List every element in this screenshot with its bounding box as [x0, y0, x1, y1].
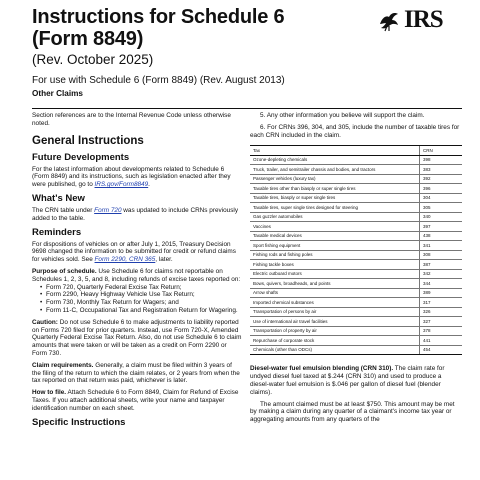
tax-cell: Passenger vehicles (luxury tax) — [250, 174, 420, 184]
crn-table-row — [250, 279, 462, 289]
purpose-list-item: • Form 730, Monthly Tax Return for Wagers; and — [40, 299, 242, 307]
claim-requirements-label: Claim requirements. — [32, 361, 94, 369]
crn-table-row — [250, 288, 462, 298]
crn-cell: 326 — [420, 307, 463, 317]
crn-cell: 344 — [420, 279, 463, 289]
reminders-text — [32, 241, 242, 264]
form-720-link[interactable]: Form 720 — [94, 206, 122, 214]
crn-table-row — [250, 231, 462, 241]
left-column — [32, 112, 242, 431]
irs-logo-text: IRS — [404, 6, 443, 33]
form-2290-crn-365-link[interactable]: Form 2290, CRN 365 — [94, 256, 156, 264]
crn-table-header — [250, 146, 462, 156]
future-developments-text: For the latest information about developments related to Schedule 6 (Form 8849) and its instructions, such as legislation enacted after they were published, go to IRS.gov/Form8849. — [32, 165, 231, 189]
future-developments-body: For the latest information about developments related to Schedule 6 (Form 8849) and its instructions, such as legislation enacted after they were published, go to — [32, 165, 231, 189]
crn-cell: 398 — [420, 155, 463, 165]
tax-cell: Fishing rods and fishing poles — [250, 250, 420, 260]
whats-new-heading: What's New — [32, 192, 85, 204]
crn-cell: 327 — [420, 317, 463, 327]
crn-table-row — [250, 260, 462, 270]
crn-cell: 392 — [420, 174, 463, 184]
for-use-note: For use with Schedule 6 (Form 8849) (Rev. August 2013) — [32, 75, 285, 86]
crn-cell: 383 — [420, 165, 463, 175]
how-to-file-text — [32, 389, 242, 412]
tax-cell: Ozone-depleting chemicals — [250, 155, 420, 165]
whats-new-body-pre: The CRN table under — [32, 206, 95, 214]
tax-cell: Use of international air travel facilities — [250, 317, 420, 327]
tax-cell: Bows, quivers, broadheads, and points — [250, 279, 420, 289]
crn-cell: 304 — [420, 193, 463, 203]
tax-cell: Electric outboard motors — [250, 269, 420, 279]
crn-cell: 397 — [420, 222, 463, 232]
crn-table-row — [250, 184, 462, 194]
general-instructions-heading: General Instructions — [32, 134, 144, 147]
caution-text — [32, 319, 242, 358]
future-developments-heading: Future Developments — [32, 151, 130, 163]
tax-cell: Sport fishing equipment — [250, 241, 420, 251]
crn-cell: 396 — [420, 184, 463, 194]
crn-table-row — [250, 269, 462, 279]
crn-table-row — [250, 212, 462, 222]
crn-cell: 317 — [420, 298, 463, 308]
diesel-blending-text — [250, 365, 462, 396]
tax-cell: Taxable tires other than biasply or super single tires — [250, 184, 420, 194]
tax-cell: Transportation of property by air — [250, 326, 420, 336]
intro-text: Section references are to the Internal Revenue Code unless otherwise noted. — [32, 112, 231, 127]
tax-cell: Taxable tires, super single tires designed for steering — [250, 203, 420, 213]
document-subtitle: Other Claims — [32, 89, 83, 98]
diesel-blending-body: The claim rate for undyed diesel fuel taxed at $.244 (CRN 310) and used to produce a diesel-water fuel emulsion is $.046 per gallon of diesel fuel (blender claims). — [250, 365, 445, 396]
crn-cell: 389 — [420, 288, 463, 298]
crn-cell: 454 — [420, 345, 463, 355]
purpose-of-schedule-text — [32, 268, 242, 284]
how-to-file-label: How to file. — [32, 389, 67, 397]
crn-table-row — [250, 222, 462, 232]
purpose-body: Use Schedule 6 for claims not reportable on Schedules 1, 2, 3, 5, and 8, including refunds of excise taxes reported on: — [32, 267, 241, 283]
tax-column-header: Tax — [250, 146, 420, 156]
crn-column-header: CRN — [420, 146, 463, 156]
crn-table-row — [250, 241, 462, 251]
caution-body: Do not use Schedule 6 to make adjustments to liability reported on Forms 720 filed for prior quarters. Instead, use Form 720-X, Amended Quarterly Federal Excise Tax Return. Also, do not use Schedule 6 to claim amounts that were taken or will be taken as a credit on Form 2290 or Form 730. — [32, 318, 242, 357]
crn-cell: 342 — [420, 269, 463, 279]
crn-table — [250, 145, 462, 355]
crn-cell: 441 — [420, 336, 463, 346]
tax-cell: Arrow shafts — [250, 288, 420, 298]
crn-table-row — [250, 155, 462, 165]
crn-table-row — [250, 174, 462, 184]
reminders-body-post: , later. — [155, 256, 173, 264]
crn-table-row — [250, 317, 462, 327]
eagle-icon — [378, 10, 400, 32]
tax-cell: Imported chemical substances — [250, 298, 420, 308]
right-column — [250, 112, 462, 428]
purpose-list-item: • Form 11-C, Occupational Tax and Registration Return for Wagering. — [40, 307, 242, 315]
list-item-5: 5. Any other information you believe will support the claim. — [260, 112, 425, 119]
document-title-line-2: (Form 8849) — [32, 28, 144, 50]
crn-table-row — [250, 165, 462, 175]
tax-cell: Truck, trailer, and semitrailer chassis and bodies, and tractors — [250, 165, 420, 175]
tax-cell: Gas guzzler automobiles — [250, 212, 420, 222]
crn-cell: 308 — [420, 250, 463, 260]
reminders-heading: Reminders — [32, 226, 82, 238]
crn-table-row — [250, 336, 462, 346]
claim-requirements-text — [32, 362, 242, 385]
crn-table-row — [250, 345, 462, 355]
tax-cell: Taxable tires, biasply or super single tires — [250, 193, 420, 203]
whats-new-text — [32, 207, 242, 223]
crn-table-body — [250, 155, 462, 355]
tax-cell: Taxable medical devices — [250, 231, 420, 241]
crn-table-row — [250, 298, 462, 308]
amount-claimed-text: The amount claimed must be at least $750. This amount may be met by making a claim during any quarter of a claimant's income tax year or aggregating amounts from any quarters of the — [250, 400, 455, 424]
tax-cell: Fishing tackle boxes — [250, 260, 420, 270]
crn-table-row — [250, 250, 462, 260]
tax-cell: Repurchase of corporate stock — [250, 336, 420, 346]
purpose-list — [32, 284, 242, 315]
crn-cell: 378 — [420, 326, 463, 336]
whats-new-body-post: was updated to include CRNs previously added to the table. — [32, 206, 239, 222]
irs-logo — [378, 8, 464, 36]
revision-date: (Rev. October 2025) — [32, 52, 154, 67]
purpose-list-item: • Form 720, Quarterly Federal Excise Tax Return; — [40, 284, 242, 292]
purpose-label: Purpose of schedule. — [32, 267, 97, 275]
specific-instructions-heading: Specific Instructions — [32, 416, 126, 428]
document-title-line-1: Instructions for Schedule 6 — [32, 6, 285, 28]
tax-cell: Transportation of persons by air — [250, 307, 420, 317]
header-divider — [32, 108, 462, 109]
diesel-blending-label: Diesel-water fuel emulsion blending (CRN 310). — [250, 365, 394, 373]
how-to-file-body: Attach Schedule 6 to Form 8849, Claim for Refund of Excise Taxes. If you attach additional sheets, write your name and taxpayer identification number on each sheet. — [32, 389, 239, 412]
purpose-list-item: • Form 2290, Heavy Highway Vehicle Use Tax Return; — [40, 291, 242, 299]
crn-cell: 340 — [420, 212, 463, 222]
tax-cell: Vaccines — [250, 222, 420, 232]
crn-table-row — [250, 326, 462, 336]
crn-cell: 341 — [420, 241, 463, 251]
irs-gov-form8849-link[interactable]: IRS.gov/Form8849 — [94, 181, 149, 189]
crn-cell: 305 — [420, 203, 463, 213]
crn-cell: 438 — [420, 231, 463, 241]
crn-table-row — [250, 307, 462, 317]
crn-cell: 387 — [420, 260, 463, 270]
claim-requirements-body: Generally, a claim must be filed within 3 years of the filing of the return to which the claim relates, or 2 years from when the tax reported on that return was paid, whichever is later. — [32, 361, 240, 385]
crn-table-row — [250, 193, 462, 203]
list-item-6: 6. For CRNs 396, 304, and 305, include the number of taxable tires for each CRN included in the claim. — [250, 123, 460, 139]
reminders-body-pre: For dispositions of vehicles on or after July 1, 2015, Treasury Decision 9698 changed the information to be submitted for credit or refund claims for vehicles sold. See — [32, 240, 236, 264]
caution-label: Caution: — [32, 318, 58, 326]
crn-table-row — [250, 203, 462, 213]
tax-cell: Chemicals (other than ODCs) — [250, 345, 420, 355]
